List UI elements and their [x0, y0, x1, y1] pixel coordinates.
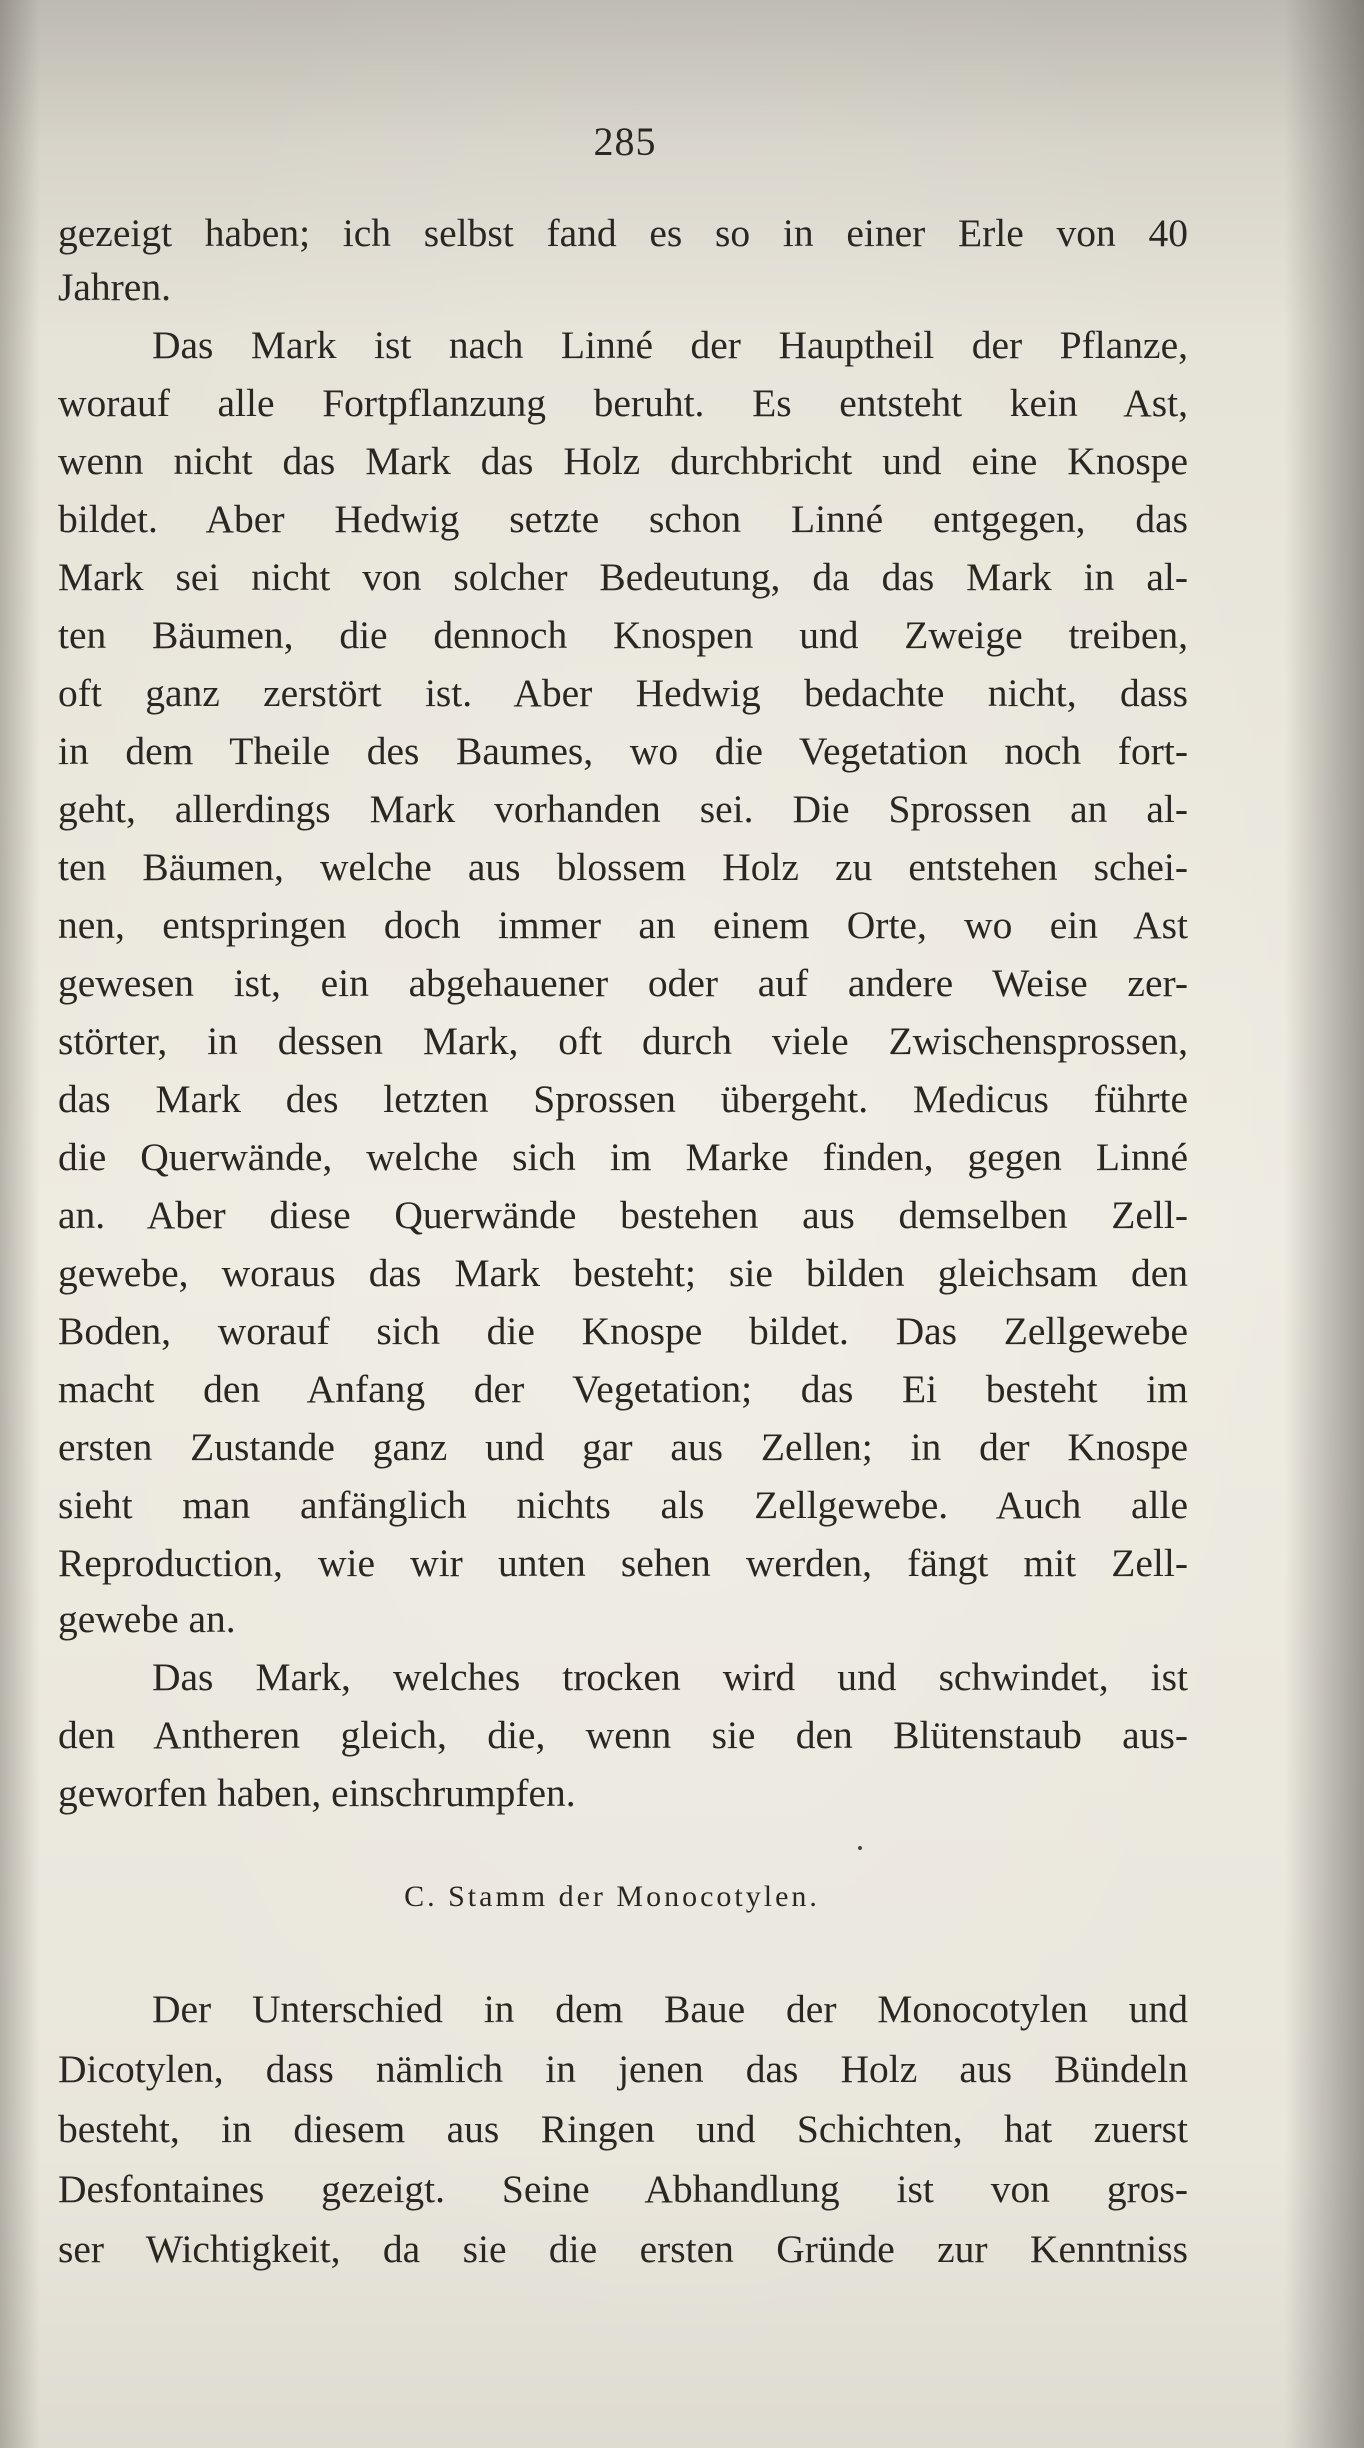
- text-line: bildet. Aber Hedwig setzte schon Linné entgegen, das: [58, 497, 1188, 541]
- text-line: gezeigt haben; ich selbst fand es so in einer Erle von 40: [58, 211, 1188, 255]
- text-line: gewesen ist, ein abgehauener oder auf andere Weise zer-: [58, 961, 1188, 1005]
- text-line: macht den Anfang der Vegetation; das Ei besteht im: [58, 1367, 1188, 1411]
- text-line: die Querwände, welche sich im Marke finden, gegen Linné: [58, 1135, 1188, 1179]
- text-line: ersten Zustande ganz und gar aus Zellen; in der Knospe: [58, 1425, 1188, 1469]
- print-speck: [858, 1846, 862, 1850]
- text-line: ten Bäumen, die dennoch Knospen und Zweige treiben,: [58, 613, 1188, 657]
- text-line: sieht man anfänglich nichts als Zellgewebe. Auch alle: [58, 1483, 1188, 1527]
- text-line: Das Mark, welches trocken wird und schwindet, ist: [152, 1655, 1188, 1699]
- page-number: 285: [593, 119, 657, 164]
- text-line: in dem Theile des Baumes, wo die Vegetation noch fort-: [58, 729, 1188, 773]
- text-line: das Mark des letzten Sprossen übergeht. Medicus führte: [58, 1077, 1188, 1121]
- text-line: gewebe an.: [58, 1597, 236, 1641]
- text-line: oft ganz zerstört ist. Aber Hedwig bedachte nicht, dass: [58, 671, 1188, 715]
- text-line: Desfontaines gezeigt. Seine Abhandlung ist von gros-: [58, 2167, 1188, 2211]
- text-line: geworfen haben, einschrumpfen.: [58, 1771, 576, 1815]
- text-line: den Antheren gleich, die, wenn sie den Blütenstaub aus-: [58, 1713, 1188, 1757]
- text-line: besteht, in diesem aus Ringen und Schichten, hat zuerst: [58, 2107, 1188, 2151]
- text-line: ser Wichtigkeit, da sie die ersten Gründe zur Kenntniss: [58, 2227, 1188, 2271]
- section-heading: C. Stamm der Monocotylen.: [404, 1880, 820, 1913]
- text-line: worauf alle Fortpflanzung beruht. Es entsteht kein Ast,: [58, 381, 1188, 425]
- text-line: geht, allerdings Mark vorhanden sei. Die Sprossen an al-: [58, 787, 1188, 831]
- page-edge-shadow-left: [0, 0, 40, 2448]
- text-line: Reproduction, wie wir unten sehen werden, fängt mit Zell-: [58, 1541, 1188, 1585]
- text-line: ten Bäumen, welche aus blossem Holz zu entstehen schei-: [58, 845, 1188, 889]
- text-line: an. Aber diese Querwände bestehen aus demselben Zell-: [58, 1193, 1188, 1237]
- text-line: gewebe, woraus das Mark besteht; sie bilden gleichsam den: [58, 1251, 1188, 1295]
- text-line: Mark sei nicht von solcher Bedeutung, da das Mark in al-: [58, 555, 1188, 599]
- text-line: Das Mark ist nach Linné der Hauptheil der Pflanze,: [152, 323, 1188, 367]
- text-line: störter, in dessen Mark, oft durch viele Zwischensprossen,: [58, 1019, 1188, 1063]
- page-edge-shadow-right: [1284, 0, 1364, 2448]
- text-line: Jahren.: [58, 265, 171, 309]
- text-line: Boden, worauf sich die Knospe bildet. Das Zellgewebe: [58, 1309, 1188, 1353]
- text-line: wenn nicht das Mark das Holz durchbricht und eine Knospe: [58, 439, 1188, 483]
- text-line: Der Unterschied in dem Baue der Monocotylen und: [152, 1987, 1188, 2031]
- text-line: nen, entspringen doch immer an einem Orte, wo ein Ast: [58, 903, 1188, 947]
- text-line: Dicotylen, dass nämlich in jenen das Holz aus Bündeln: [58, 2047, 1188, 2091]
